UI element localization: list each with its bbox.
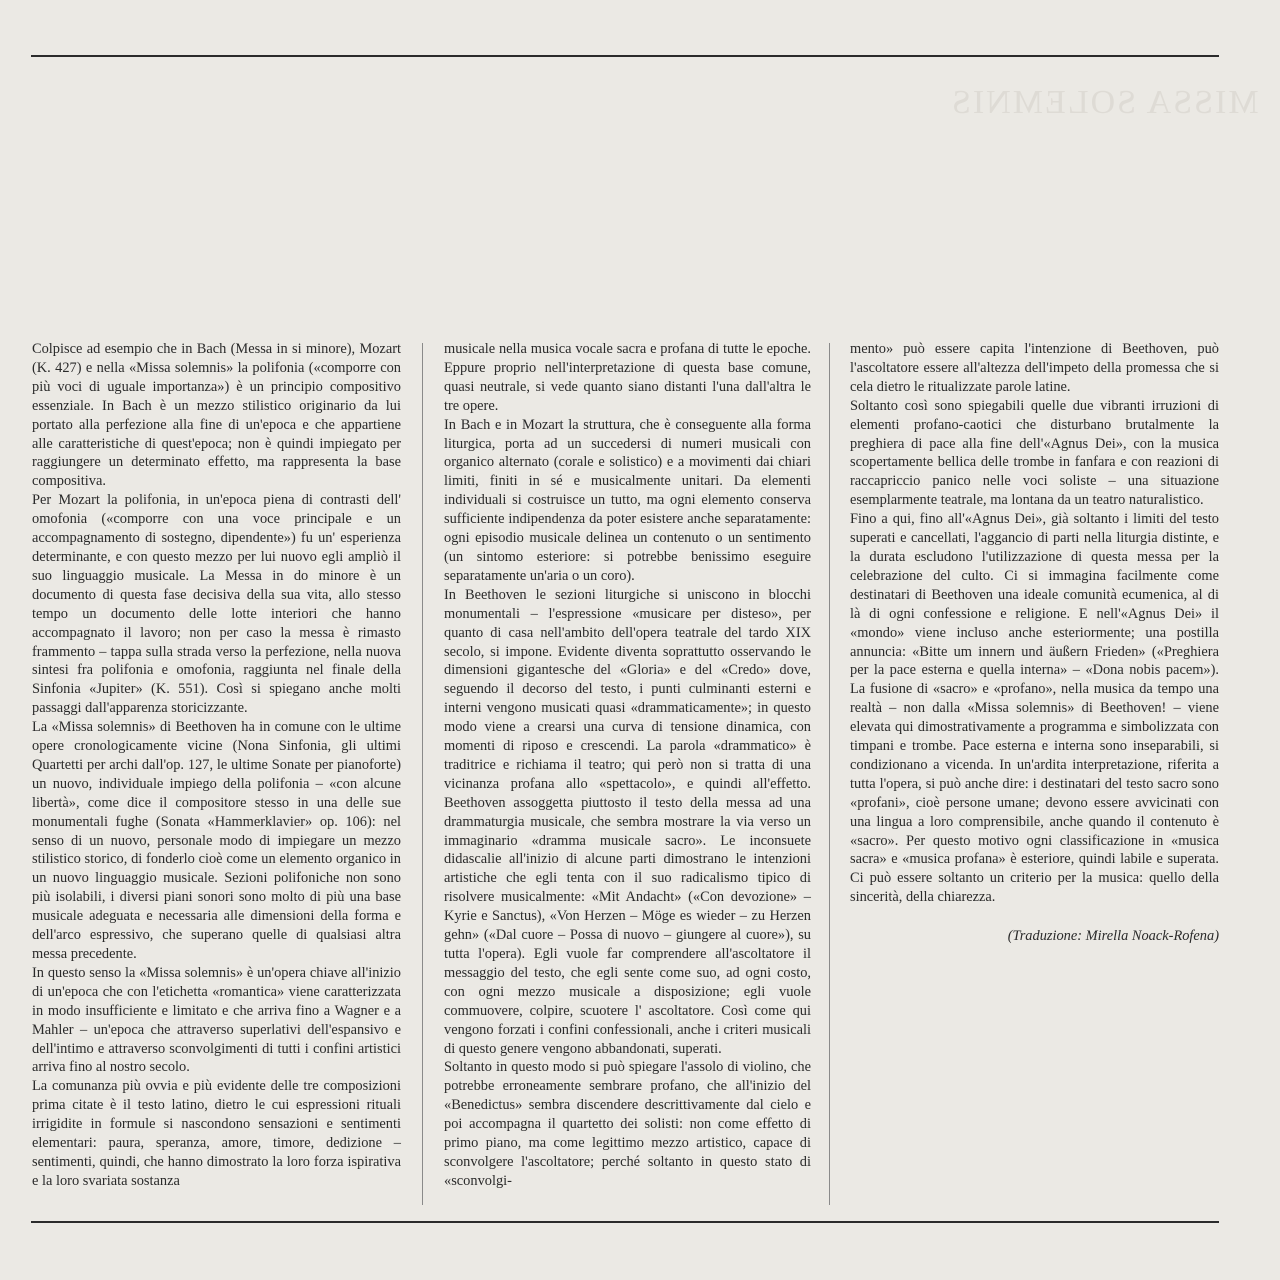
paragraph: In Bach e in Mozart la struttura, che è conseguente alla forma liturgica, porta ad un succedersi di numeri musicali con organico alternato (corale e solistico) e a movimenti dai chiari limiti, finiti in sé e musicalmente unitari. Da elementi individuali si costruisce un tutto, ma ogni elemento conserva sufficiente indipendenza da poter esistere anche separatamente: ogni episodio musicale delinea un contenuto o un sentimento (un sintomo esteriore: si potrebbe benissimo eseguire separatamente un'aria o un coro). xyxy=(444,416,811,584)
paragraph: In Beethoven le sezioni liturgiche si uniscono in blocchi monumentali – l'espressione «musicare per disteso», per quanto di casa nell'ambito dell'opera teatrale del tardo XIX secolo, si impone. Evidente diventa soprattutto osservando le dimensioni gigantesche del «Gloria» e del «Credo» dove, seguendo il decorso del testo, i punti culminanti esterni e interni vengono musicati quasi «drammaticamente»; in questo modo viene a crearsi una curva di tensione dinamica, con momenti di riposo e crescendi. La parola «drammatico» è traditrice e richiama il teatro; qui però non si tratta di una vicinanza profana allo «spettacolo», e quindi all'effetto. Beethoven assoggetta piuttosto il testo della messa ad una drammaturgia musicale, che sembra mostrare la via verso un immaginario «dramma musicale sacro». Le inconsuete didascalie all'inizio di alcune parti dimostrano le intenzioni artistiche che egli tenta con il suo radicalismo tipico di risolvere musicalmente: «Mit Andacht» («Con devozione» – Kyrie e Sanctus), «Von Herzen – Möge es wieder – zu Herzen gehn» («Dal cuore – Possa di nuovo – giungere al cuore»), su tutta l'opera). Egli vuole far comprendere all'ascoltatore il messaggio del testo, che egli sente come suo, ad ogni costo, con ogni mezzo musicale a disposizione; egli vuole commuovere, colpire, scuotere l' ascoltatore. Così come qui vengono forzati i confini confessionali, anche i criteri musicali di questo genere vengono abbandonati, superati. xyxy=(444,586,811,1057)
translation-credit: (Traduzione: Mirella Noack-Rofena) xyxy=(1007,928,1219,945)
bottom-rule xyxy=(31,1221,1219,1223)
paragraph: Colpisce ad esempio che in Bach (Messa in si minore), Mozart (K. 427) e nella «Missa solemnis» la polifonia («comporre con più voci di uguale importanza») è un principio compositivo essenziale. In Bach è un mezzo stilistico originario da lui portato alla perfezione alla fine di un'epoca e che appartiene alle caratteristiche di quest'epoca; non è quindi impiegato per raggiungere un determinato effetto, ma rappresenta la base compositiva. xyxy=(32,341,401,490)
paragraph: musicale nella musica vocale sacra e profana di tutte le epoche. Eppure proprio nell'interpretazione di questa base comune, quasi neutrale, si vede quanto siano distanti l'una dall'altra le tre opere. xyxy=(444,341,811,414)
top-rule xyxy=(31,55,1219,57)
paragraph: La «Missa solemnis» di Beethoven ha in comune con le ultime opere cronologicamente vicine (Nona Sinfonia, gli ultimi Quartetti per archi dall'op. 127, le ultime Sonate per pianoforte) un nuovo, individuale impiego della polifonia – «con alcune libertà», come dice il compositore stesso in una delle sue monumentali fughe (Sonata «Hammerklavier» op. 106): nel senso di un nuovo, personale modo di impiegare un mezzo stilistico storico, di fonderlo cioè come un elemento organico in un nuovo linguaggio musicale. Sezioni polifoniche non sono più isolabili, i diversi piani sonori sono molto di più una base musicale adeguata e necessaria alle dimensioni della forma e dell'arco espressivo, che superano quelle di qualsiasi altra messa precedente. xyxy=(32,719,401,962)
paragraph: mento» può essere capita l'intenzione di Beethoven, può l'ascoltatore essere all'altezza dell'impeto della promessa che si cela dietro le ritualizzate parole latine. xyxy=(850,341,1219,395)
paragraph: La comunanza più ovvia e più evidente delle tre composizioni prima citate è il testo latino, dietro le cui espressioni rituali irrigidite in formule si nascondono sensazioni e sentimenti elementari: paura, speranza, amore, timore, dedizione – sentimenti, quindi, che hanno dimostrato la loro forza ispirativa e la loro svariata sostanza xyxy=(32,1078,401,1189)
column-divider xyxy=(829,343,830,1205)
paragraph: Soltanto così sono spiegabili quelle due vibranti irruzioni di elementi profano-caotici che disturbano brutalmente la preghiera di pace alla fine dell'«Agnus Dei», con la musica scopertamente bellica delle trombe in fanfara e con reazioni di raccapriccio panico nelle voci soliste – una situazione esemplarmente teatrale, ma lontana da un teatro naturalistico. xyxy=(850,397,1219,509)
column-divider xyxy=(422,343,423,1205)
paragraph: Per Mozart la polifonia, in un'epoca piena di contrasti dell' omofonia («comporre con una voce principale e un accompagnamento di sostegno, dipendente») fu un' esperienza determinante, e con questo mezzo per lui nuovo egli ampliò il suo linguaggio musicale. La Messa in do minore è un documento di questa fase decisiva della sua vita, allo stesso tempo un documento delle lotte interiori che hanno accompagnato il lavoro; non per caso la messa è rimasto frammento – tappa sulla strada verso la perfezione, nella nuova sintesi fra polifonia e omofonia, raggiunta nel finale della Sinfonia «Jupiter» (K. 551). Così si spiegano anche molti passaggi dall'apparenza storicizzante. xyxy=(32,492,401,717)
text-column-1 xyxy=(32,340,401,1191)
text-column-3 xyxy=(850,340,1219,946)
text-column-2 xyxy=(444,340,811,1191)
paragraph: In questo senso la «Missa solemnis» è un'opera chiave all'inizio di un'epoca che con l'etichetta «romantica» viene caratterizzata in modo insufficiente e limitato e che arriva fino a Wagner e a Mahler – un'epoca che attraverso superlativi dell'espansivo e dell'intimo e attraverso sconvolgimenti di tutti i confini artistici arriva fino al nostro secolo. xyxy=(32,964,401,1076)
paragraph: Fino a qui, fino all'«Agnus Dei», già soltanto i limiti del testo superati e cancellati, l'aggancio di parti nella liturgia distinte, e la durata escludono l'utilizzazione di questa messa per la celebrazione del culto. Ci si immagina facilmente come destinatari di Beethoven una ideale comunità ecumenica, al di là di ogni confessione e religione. E nell'«Agnus Dei» il «mondo» viene incluso anche esteriormente; una postilla annuncia: «Bitte um innern und äußern Frieden» («Preghiera per la pace esterna e quella interna» – «Dona nobis pacem»). La fusione di «sacro» e «profano», nella musica da tempo una realtà – non dalla «Missa solemnis» di Beethoven! – viene elevata qui dimostrativamente a programma e simbolizzata con timpani e trombe. Pace esterna e interna sono inseparabili, si condizionano a vicenda. In un'ardita interpretazione, riferita a tutta l'opera, si può anche dire: i destinatari del testo sacro sono «profani», cioè persone umane; devono essere avvicinati con una lingua a loro comprensibile, anche quando il contenuto è «sacro». Per questo motivo ogni classificazione in «musica sacra» e «musica profana» è esteriore, quindi labile e superata. Ci può essere soltanto un criterio per la musica: quello della sincerità, della chiarezza. xyxy=(850,511,1219,906)
show-through-heading: MISSA SOLEMNIS xyxy=(950,84,1259,121)
paragraph: Soltanto in questo modo si può spiegare l'assolo di violino, che potrebbe erroneamente sembrare profano, che all'inizio del «Benedictus» sembra discendere descrittivamente dal cielo e poi accompagna il quartetto dei solisti: non come effetto di primo piano, ma come legittimo mezzo artistico, capace di sconvolgere l'ascoltatore; perché soltanto in questo stato di «sconvolgi- xyxy=(444,1059,811,1189)
